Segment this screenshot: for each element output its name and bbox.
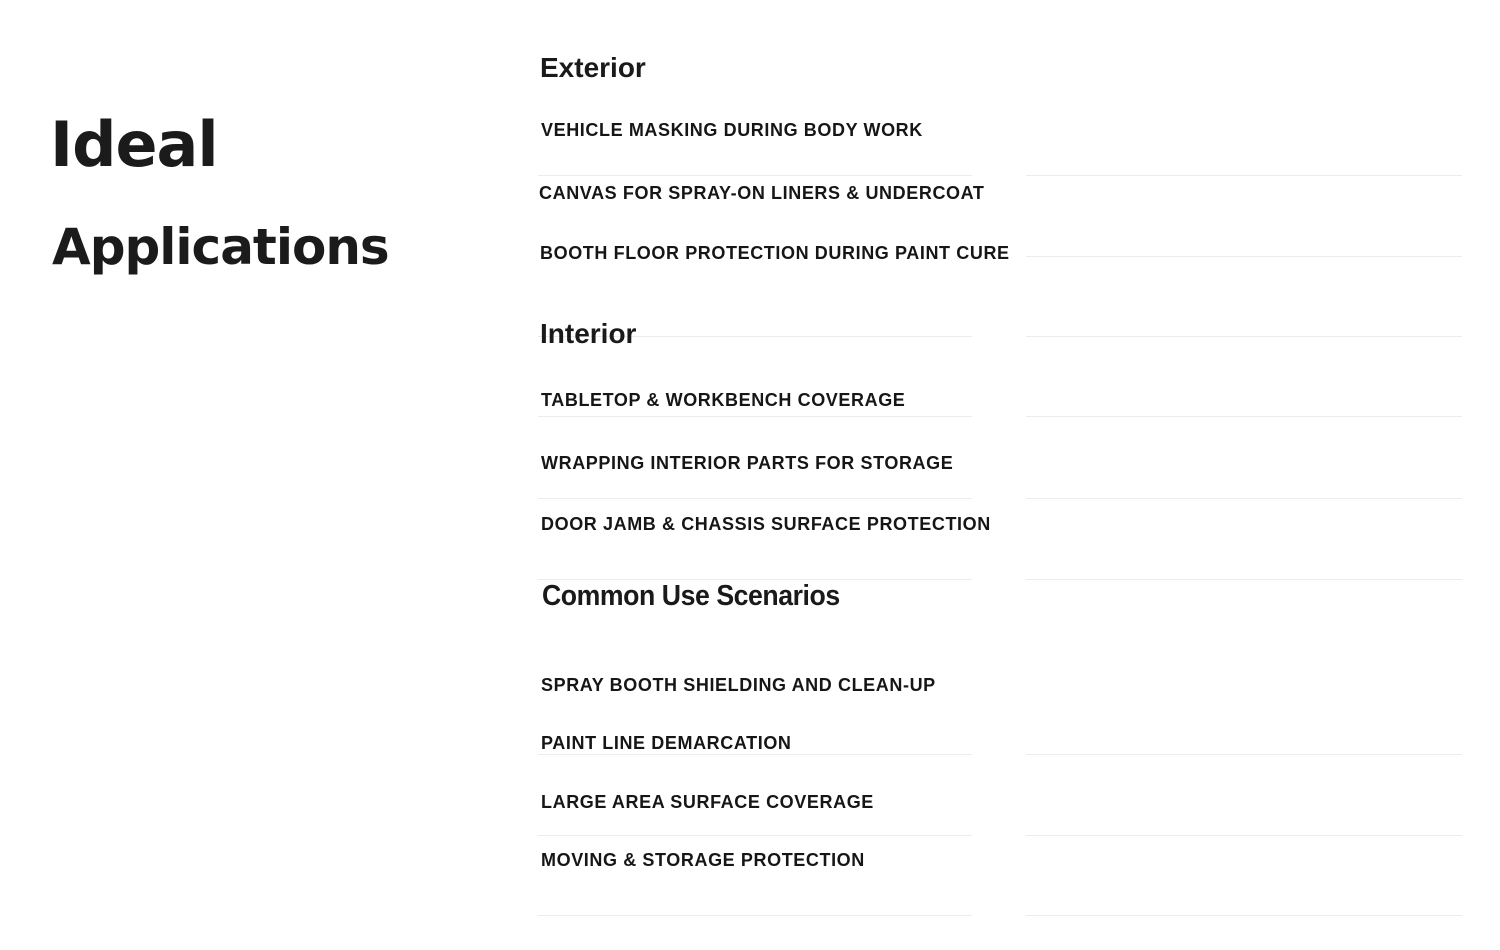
section-heading-exterior: Exterior — [540, 52, 646, 83]
divider-line — [1026, 256, 1462, 257]
list-item: PAINT LINE DEMARCATION — [541, 733, 792, 753]
page-title-line-2: Applications — [52, 218, 389, 276]
divider-line — [538, 835, 972, 836]
list-item: MOVING & STORAGE PROTECTION — [541, 850, 865, 870]
list-item: WRAPPING INTERIOR PARTS FOR STORAGE — [541, 453, 954, 473]
list-item: LARGE AREA SURFACE COVERAGE — [541, 792, 874, 812]
list-item: TABLETOP & WORKBENCH COVERAGE — [541, 390, 906, 410]
divider-line — [538, 498, 972, 499]
divider-line — [1026, 915, 1462, 916]
divider-line — [538, 175, 972, 176]
list-item: CANVAS FOR SPRAY-ON LINERS & UNDERCOAT — [539, 183, 985, 203]
divider-line — [538, 416, 972, 417]
divider-line — [538, 754, 972, 755]
divider-line — [1026, 416, 1462, 417]
page-title-line-1: Ideal — [50, 108, 218, 181]
divider-line — [538, 915, 972, 916]
divider-line — [1026, 835, 1462, 836]
divider-line — [1026, 175, 1462, 176]
list-item: DOOR JAMB & CHASSIS SURFACE PROTECTION — [541, 514, 991, 534]
section-heading-common-use: Common Use Scenarios — [542, 580, 840, 612]
list-item: VEHICLE MASKING DURING BODY WORK — [541, 120, 923, 140]
divider-line — [1026, 498, 1462, 499]
divider-line — [1026, 579, 1462, 580]
list-item: BOOTH FLOOR PROTECTION DURING PAINT CURE — [540, 243, 1010, 263]
section-heading-interior: Interior — [540, 318, 637, 349]
divider-line — [1026, 754, 1462, 755]
list-item: SPRAY BOOTH SHIELDING AND CLEAN-UP — [541, 675, 936, 695]
divider-line — [1026, 336, 1462, 337]
